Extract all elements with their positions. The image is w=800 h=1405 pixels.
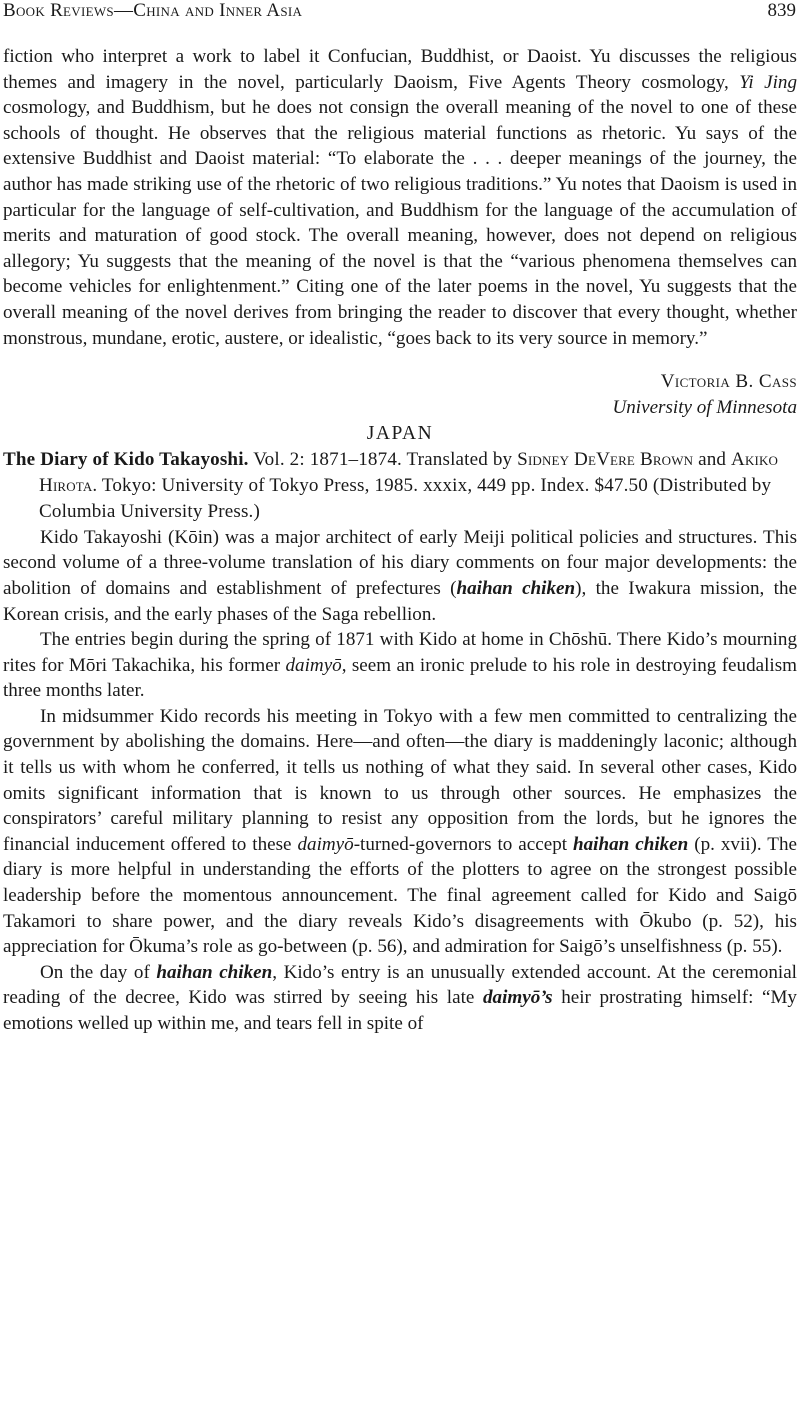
italic-term: haihan chiken	[456, 577, 576, 599]
italic-term: daimyō	[285, 654, 342, 676]
running-title: Book Reviews—China and Inner Asia	[3, 0, 303, 21]
italic-term: daimyō’s	[482, 987, 553, 1009]
page-body	[3, 44, 797, 1037]
italic-term: Yi Jing	[739, 71, 798, 93]
translator-name: Sidney DeVere Brown	[517, 448, 694, 470]
section-heading: JAPAN	[366, 423, 434, 445]
book-title: The Diary of Kido Takayoshi.	[3, 448, 249, 470]
book-citation: The Diary of Kido Takayoshi. Vol. 2: 1871–1874. Translated by Sidney DeVere Brown and Akiko Hirota. Tokyo: University of Tokyo Press, 1985. xxxix, 449 pp. Index. $47.50 (Distributed by Columbia University Press.)	[3, 448, 779, 522]
review-paragraph: On the day of haihan chiken, Kido’s entry is an unusually extended account. At the ceremonial reading of the decree, Kido was stirred by seeing his late daimyō’s heir prostrating himself: “My emotions welled up within me, and tears fell in spite of	[3, 961, 797, 1034]
italic-term: daimyō	[297, 833, 354, 855]
reviewer-name: Victoria B. Cass	[660, 371, 797, 393]
running-header	[0, 0, 800, 30]
reviewer-signature	[3, 369, 797, 421]
italic-term: haihan chiken	[573, 833, 689, 855]
review-paragraph: Kido Takayoshi (Kōin) was a major architect of early Meiji political policies and structures. This second volume of a three-volume translation of his diary comments on four major developments: the abolition of domains and establishment of prefectures (haihan chiken), the Iwakura mission, the Korean crisis, and the early phases of the Saga rebellion.	[3, 526, 797, 625]
italic-term: haihan chiken	[156, 961, 273, 983]
review-paragraph: The entries begin during the spring of 1871 with Kido at home in Chōshū. There Kido’s mourning rites for Mōri Takachika, his former daimyō, seem an ironic prelude to his role in destroying feudalism three months later.	[3, 629, 797, 702]
translator-name: Akiko Hirota	[39, 448, 779, 496]
page-number: 839	[767, 0, 796, 21]
review-paragraph: fiction who interpret a work to label it Confucian, Buddhist, or Daoist. Yu discusses the religious themes and imagery in the novel, particularly Daoism, Five Agents Theory cosmology, Yi Jing cosmology, and Buddhism, but he does not consign the overall meaning of the novel to one of these schools of thought. He observes that the religious material functions as rhetoric. Yu says of the extensive Buddhist and Daoist material: “To elaborate the . . . deeper meanings of the journey, the author has made striking use of the rhetoric of two religious traditions.” Yu notes that Daoism is used in particular for the language of self-cultivation, and Buddhism for the language of the accumulation of merits and maturation of good stock. The overall meaning, however, does not depend on religious allegory; Yu suggests that the meaning of the novel is that the “various phenomena themselves can become vehicles for enlightenment.” Citing one of the later poems in the novel, Yu suggests that the overall meaning of the novel derives from bringing the reader to discover that every thought, whether monstrous, mundane, erotic, austere, or idealistic, “goes back to its very source in memory.”	[3, 46, 798, 349]
review-paragraph: In midsummer Kido records his meeting in Tokyo with a few men committed to centralizing the government by abolishing the domains. Here—and often—the diary is maddeningly laconic; although it tells us with whom he conferred, it tells us nothing of what they said. In several other cases, Kido omits significant information that is known to us through other sources. He emphasizes the conspirators’ careful military planning to resist any opposition from the lords, but he ignores the financial inducement offered to these daimyō-turned-governors to accept haihan chiken (p. xvii). The diary is more helpful in understanding the efforts of the plotters to agree on the strongest possible leadership before the momentous announcement. The final agreement called for Kido and Saigō Takamori to share power, and the diary reveals Kido’s disagreements with Ōkubo (p. 52), his appreciation for Ōkuma’s role as go-between (p. 56), and admiration for Saigō’s unselfishness (p. 55).	[3, 705, 797, 958]
reviewer-affiliation: University of Minnesota	[612, 397, 797, 419]
